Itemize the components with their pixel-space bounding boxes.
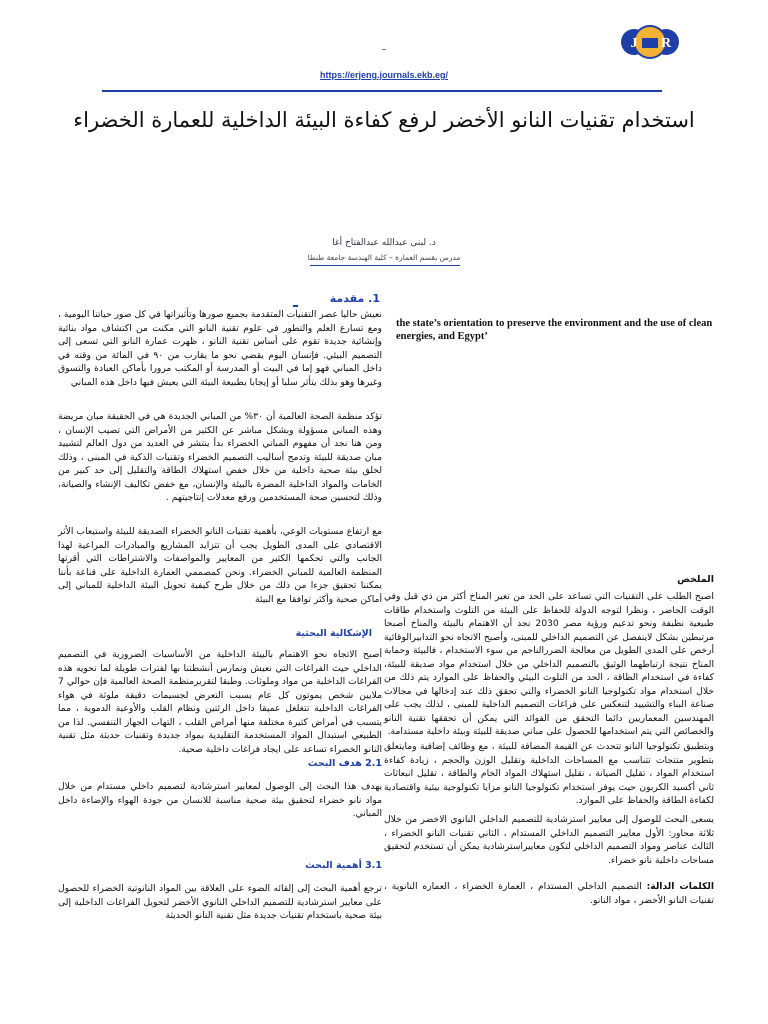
english-abstract-excerpt: the state’s orientation to preserve the environment and the use of clean energies, and Egypt’ — [396, 318, 713, 342]
section-goal-heading: 2.1 هدف البحث — [307, 758, 382, 769]
keywords-block — [384, 880, 714, 907]
keywords-label: الكلمات الدالة: — [646, 881, 714, 892]
author-divider — [310, 265, 460, 266]
goal-paragraph: يهدف هذا البحث إلى الوصول لمعايير استرشادية لتصميم داخلي مستدام من خلال مواد نانو خضراء لتحقيق بيئة صحية مناسبة للانسان من جودة الهواء والإضاءة داخل المباني. — [58, 781, 382, 819]
keywords-text: التصميم الداخلي المستدام ، العمارة الخضراء ، العماره النانوية ، تقنيات النانو الأخضر ، مواد النانو. — [384, 881, 714, 906]
importance-paragraph: ترجع أهمية البحث إلى إلقائه الضوء على العلاقة بين المواد النانوتية الخضراء للحصول على معايير استرشادية للتصميم الداخلي النانوي الأخضر لتحويل الفراغات الداخلية إلى بيئة صحية باستخدام تقنيات جديدة مثل تقنية النانو الحديثة — [58, 883, 382, 921]
abstract-paragraph-1: اصبح الطلب على التقنيات التي تساعد على الحد من تغير المناخ أكثر من ذي قبل وفي الوقت الحاضر ، ونظرا لتوجه الدولة للحفاظ على البيئة من التلوث واستخدام طاقات طبيعية نظيفة ونحو تدعيم ورؤية مصر 2030 نجد أن الاهتمام بالبيئة والمناخ أصبحا مرتبطين بشكل لاينفصل عن التصميم الداخلي للمبنى، وأصبح الاتجاه نحو التدابيرالوقائية أرخص على المدى الطويل من معالجة الضررالناجم من سوء الاستخدام ، فالبيئة وحماية المناخ نتيجة ارتباطهما الوثيق بالتصميم الداخلي من خلال استخدام مواد صديقة للبيئة، كفاءة في استخدام الطاقة ، الحد من التلوث البيئي والحفاظ على الموارد يتم ذلك من خلال استخدام مواد تكنولوجيا النانو الخضراء والتي تحقق ذلك عند إدخالها في مجالات صناعة البناء والتشييد لتنعكس على فراغات التصميم الداخلية للمبنى ، لذلك يجب على المهندسين المعماريين دائما التحقق من الفوائد التي يمكن أن تحققها تقنية النانو والخصائص التي يتم استخدامها للحصول على مباني صديقة للبيئة وبيئة داخلية مستدامة. — [384, 591, 714, 737]
intro-paragraph-3: مع ارتفاع مستويات الوعي، بأهمية تقنيات النانو الخضراء الصديقة للبيئة واستيعاب الأثر الاقتصادي على المدى الطويل يجب أن تتزايد المشاريع والمبادرات المراعية لهذا الجانب والتي تحكمها الكثير من المعايير والمواصفات والاشتراطات التي أقرتها المنظمة العالمية للمباني الخضراء. ونحن كمصممي العمارة الداخلية على قناعة بأننا يمكننا تحقيق جزءا من ذلك من خلال طرح كيفية تحويل البيئة الداخلية للمباني إلى أماكن صحية وأكثر توافقا مع البيئة — [58, 526, 382, 605]
logo-letter-r: R — [660, 36, 672, 51]
intro-paragraph-1: نعيش حاليا عصر التقنيات المتقدمة بجميع صورها وتأثيراتها في كل صور حياتنا اليومية ، ومع تسارع العلم والتطور في علوم تقنية النانو التي مكنت من اكتشاف مواد بنائية وإنشائية جديدة تقوم على أساس تقنية النانو ، ظهرت عمارة النانو التي تسعى إلى التصميم البيئي. فإنسان اليوم يقضي نحو ما يقارب من ٩٠ في المائة من وقته في داخل المباني فهو إما في البيت أو المدرسة أو المكتب مرورا بأماكن العبادة والتسوق وغيرها وهو بذلك يتأثر سلبا أو إيجابا بطبيعة البيئة التي يعيش فيها داخل هذه المباني — [58, 309, 382, 388]
section-intro-heading: 1. مقدمة — [329, 292, 380, 305]
problem-paragraph: أصبح الاتجاه نحو الاهتمام بالبيئة الداخلية من الأساسيات الضرورية في التصميم الداخلي حيث الفراغات التي نعيش ونمارس أنشطتنا بها لفترات طويلة لما تحويه هذه الفراغات الداخلية من مواد وملوثات. وطبقا لتقريرمنظمة الصحة العالمية فإن حوالي 7 ملايين شخص يموتون كل عام بسبب التعرض لجسيمات دقيقة ملوثة في هواء الفراغات الداخلية تتغلغل عميقا داخل الرئتين ونظام القلب والأوعية الدموية ، مما يتسبب في أمراض كثيرة مختلفة منها أمراض القلب ، التهاب الجهاز التنفسي. لذا من الطبيعي استبدال المواد المستخدمة التقليدية بمواد جديدة وتقنيات حديثة مثل تقنية النانو الخضراء تساعد على ايجاد فراغات داخلية صحية. — [58, 649, 382, 755]
abstract-paragraph-3: يسعى البحث للوصول إلى معايير استرشادية للتصميم الداخلي النانوي الاخضر من خلال ثلاثة محاور: الأول معايير التصميم الداخلي المستدام ، الثاني تقنيات النانو الخضراء ، الثالث عناصر ومواد التصميم الداخلي لتكون معاييراسترشادية يمكن أن تستخدم لتحقيق مساحات داخلية نانو خضراء. — [384, 814, 714, 866]
journal-logo — [620, 18, 680, 66]
paper-title: استخدام تقنيات النانو الأخضر لرفع كفاءة البيئة الداخلية للعمارة الخضراء — [73, 108, 695, 132]
header-divider — [102, 90, 662, 92]
journal-url-link[interactable]: https://erjeng.journals.ekb.eg/ — [319, 70, 449, 80]
author-affiliation: مدرس بقسم العمارة – كلية الهندسة جامعة طنطا — [307, 253, 461, 262]
section-intro-underline — [293, 305, 298, 307]
abstract-heading: الملخص — [677, 574, 714, 585]
logo-letter-j: J — [630, 36, 638, 51]
header-dash: – — [381, 44, 387, 55]
section-importance-heading: 3.1 أهمية البحث — [305, 860, 382, 871]
author-name: د. لبنى عبدالله عبدالفتاح أغا — [332, 238, 436, 248]
abstract-paragraph-2: وبتطبيق تكنولوجيا النانو تتحدث عن القيمة المضافة للبيئة ، مع وظائف إضافية ومايتعلق بتطوير منتجات تتناسب مع المساحات الداخلية وتقليل الوزن والحجم ، زيادة كفاءة استخدام المواد ، تقليل الصيانة ، تقليل استهلاك المواد الخام والطاقة ، تقليل انبعاثات ثاني أكسيد الكربون حيث يوفر استخدام تكنولوجيا النانو مزايا تكنولوجية بيئية واقتصادية لكفاءة الطاقة والحفاظ على الموارد. — [384, 741, 714, 806]
section-problem-heading: الإشكالية البحثية — [295, 628, 372, 639]
intro-paragraph-2: تؤكد منظمة الصحة العالمية أن ٣٠% من المباني الجديدة هي في الحقيقة مبان مريضة وهذه المباني مسؤولة وبشكل مباشر عن الكثير من الأمراض التي تصيب الإنسان ، ومن هنا نجد أن مفهوم المباني الخضراء بدأ ينتشر في العديد من دول العالم لتشييد مبان صديقة للبيئة وتدمج أساليب التصميم الخضراء وتقنيات الذكية في المبنى ، وذلك لخلق بيئة صحية داخلية من خلال خفض استهلاك الطاقة والتقليل إلى حد كبير من الخامات والمواد الداخلية المضرة بالبيئة والإنسان، مع خفض تكاليف الإنشاء والصيانة، وذلك لتحسين صحة المستخدمين ورفع معدلات إنتاجيتهم . — [58, 411, 382, 503]
